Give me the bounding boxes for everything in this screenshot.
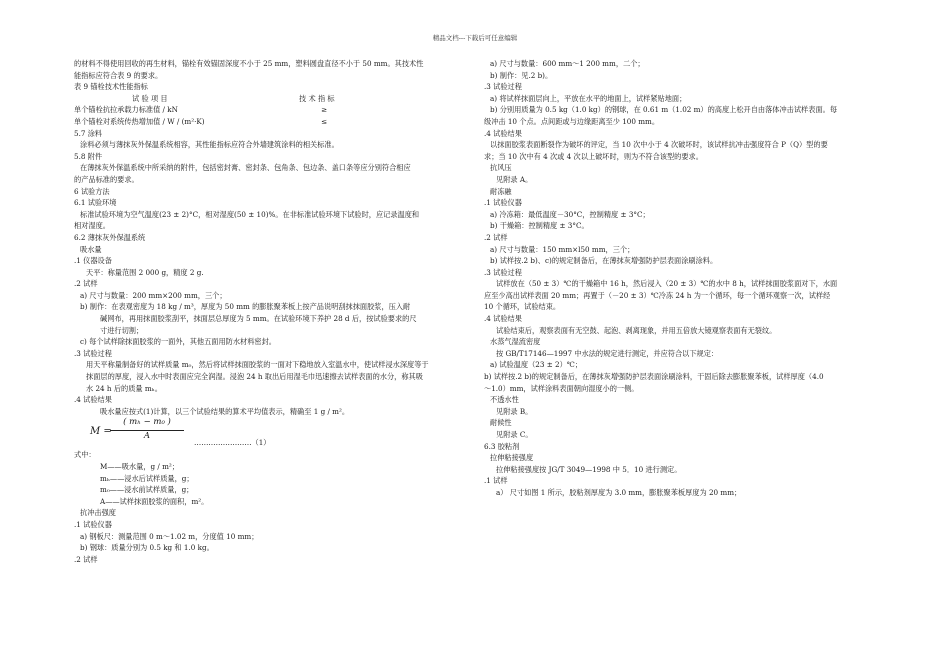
text-line: 能指标应符合表 9 的要求。 [74, 70, 163, 80]
text-line: a) 钢板尺：测量范围 0 m～1.02 m，分度值 10 mm； [80, 531, 259, 541]
text-line: 以抹面胶浆表面断裂作为破坏的评定，当 10 次中小于 4 次破坏时，该试样抗冲击强度符合 P（Q）型的要 [490, 140, 828, 150]
text-line: 相对湿度。 [74, 221, 110, 231]
text-line: 见附录 C。 [496, 430, 533, 439]
text-line: 6 试验方法 [74, 186, 110, 196]
text-line: 10 个循环，试验结束。 [484, 302, 561, 312]
text-line: 式中： [74, 450, 96, 460]
text-line: 抗冲击强度 [80, 508, 116, 518]
text-line: 用天平称量制备好的试样质量 m₀，然后将试样抹面胶浆的一面对下稳地放入室温水中，使试样浸水深度等于 [86, 360, 429, 370]
right-column [484, 58, 884, 499]
text-line: 寸进行切割； [100, 325, 144, 335]
text-line: m₀——浸水前试样质量，g； [100, 485, 194, 495]
text-line: 涂料必须与薄抹灰外保温系统相容，其性能指标应符合外墙建筑涂料的相关标准。 [80, 140, 339, 150]
text-line: b) 制作：见.2 b)。 [490, 70, 553, 80]
text-line: b) 试样按.2 b)、c)的规定制备后，在薄抹灰增强防护层表面涂刷涂料。 [490, 256, 718, 266]
text-line: 6.3 胶粘剂 [484, 441, 520, 451]
text-line: .1 试验仪器 [484, 198, 522, 208]
text-line: .2 试样 [484, 232, 508, 242]
text-line: 耐候性 [490, 418, 512, 428]
text-line: 不透水性 [490, 395, 519, 405]
table-cell: 单个锚栓抗拉承载力标准值 / kN [74, 105, 178, 115]
text-line: 6.2 薄抹灰外保温系统 [74, 232, 146, 242]
text-line: 拉伸粘接强度 [490, 453, 534, 463]
text-line: A——试样抹面胶浆的面积，m²。 [100, 496, 209, 506]
text-line: a) 试验温度（23 ± 2）℃； [490, 360, 583, 370]
text-line: 吸水量应按式(1)计算，以三个试验结果的算术平均值表示，精确至 1 g / m²。 [100, 406, 350, 416]
text-line: M——吸水量，g / m²； [100, 462, 179, 471]
text-line: c) 每个试样除抹面胶浆的一面外，其他五面用防水材料密封。 [80, 337, 276, 347]
formula-lhs: M = [90, 426, 112, 438]
text-line: .3 试验过程 [484, 267, 522, 277]
table-row [74, 104, 474, 116]
text-line: a) 尺寸与数量：200 mm×200 mm，三个； [80, 290, 227, 300]
table-cell: ≥ [321, 105, 328, 115]
text-line: .1 试样 [484, 476, 508, 486]
text-line: 见附录 B。 [496, 406, 533, 416]
text-line: a） 尺寸如图 1 所示，胶粘剂厚度为 3.0 mm，膨胀聚苯板厚度为 20 mm； [496, 487, 742, 497]
text-line: 见附录 A。 [496, 174, 533, 184]
text-line: 水蒸气湿流密度 [490, 337, 541, 347]
formula-numerator: ( mₕ − m₀ ) [110, 417, 184, 431]
table-header-row [74, 93, 474, 105]
text-line: 的产品标准的要求。 [74, 174, 139, 184]
text-line: 碱网布，再用抹面胶浆刮平，抹面层总厚度为 5 mm。在试验环境下养护 28 d 后，按试验要求的尺 [100, 314, 417, 324]
table-cell: 单个锚栓对系统传热增加值 / W / (m²·K) [74, 116, 205, 126]
formula-denominator: A [143, 431, 151, 441]
text-line: 试验结束后，观察表面有无空鼓、起泡、剥离现象，并用五倍放大镜观察表面有无裂纹。 [496, 325, 777, 335]
text-line: .2 试样 [74, 279, 98, 289]
text-line: 拉伸粘接强度按 JG/T 3049—1998 中 5．10 进行测定。 [496, 464, 682, 474]
text-line: b) 分别用质量为 0.5 kg（1.0 kg）的钢球，在 0.61 m（1.02 m）的高度上松开自由落体冲击试样表面。每 [490, 105, 838, 115]
text-line: 级冲击 10 个点。点间距或与边缘距离至少 100 mm。 [484, 116, 660, 126]
text-line: 水 24 h 后的质量 mₕ。 [86, 383, 162, 393]
text-line: 抹面层的厚度，浸入水中时表面应完全润湿。浸泡 24 h 取出后用湿毛巾迅速擦去试样表面的水分，称其吸 [86, 372, 423, 382]
text-line: 表 9 锚栓技术性能指标 [74, 82, 148, 92]
text-line: 抗风压 [490, 163, 512, 173]
text-line: 耐冻融 [490, 186, 512, 196]
text-line: 应至少高出试样表面 20 mm；再置于（－20 ± 3）℃冷冻 24 h 为一个循环，每一个循环观察一次，试样经 [484, 290, 831, 300]
text-line: 天平：称量范围 2 000 g，精度 2 g. [86, 267, 204, 277]
table-cell: 试 验 项 目 [132, 93, 168, 103]
text-line: 6.1 试验环境 [74, 198, 117, 208]
text-line: 5.8 附件 [74, 151, 103, 161]
text-line: b) 试样按.2 b)的规定制备后，在薄抹灰增强防护层表面涂刷涂料，干固后除去膨胀聚苯板，试样厚度（4.0 [484, 372, 824, 382]
formula-number: ……………………（1） [194, 438, 271, 448]
text-line: .4 试验结果 [484, 314, 522, 324]
text-line: a) 尺寸与数量：150 mm×l50 mm，三个； [490, 244, 635, 254]
text-line: .3 试验过程 [484, 82, 522, 92]
table-cell: 技 术 指 标 [299, 93, 335, 103]
text-line: a) 冷冻箱：最低温度－30°C，控制精度 ± 3°C； [490, 209, 650, 219]
table-row [74, 116, 474, 128]
text-line: 标准试验环境为空气温度(23 ± 2)°C，相对湿度(50 ± 10)%。在非标准试验环境下试验时，应记录温度和 [80, 209, 420, 219]
text-line: .1 仪器设备 [74, 256, 112, 266]
text-line: 的材料不得使用回收的再生材料，锚栓有效锚固深度不小于 25 mm，塑料圆盘直径不小于 50 mm。其技术性 [74, 59, 424, 68]
text-line: a) 将试样抹面层向上，平放在水平的地面上，试样紧贴地面； [490, 93, 687, 103]
formula-fraction [110, 417, 184, 442]
text-line: .1 试验仪器 [74, 519, 112, 529]
text-line: 求；当 10 次中有 4 次或 4 次以上破坏时，则为不符合该型的要求。 [484, 151, 703, 161]
text-line: 按 GB/T17146—1997 中水法的规定进行测定，并应符合以下规定： [496, 348, 719, 358]
text-line: .2 试样 [74, 554, 98, 564]
text-line: .4 试验结果 [74, 395, 112, 405]
table-cell: ≤ [321, 116, 328, 126]
text-line: a) 尺寸与数量：600 mm～1 200 mm，二个； [490, 59, 645, 68]
text-line: b) 钢球：质量分别为 0.5 kg 和 1.0 kg。 [80, 543, 214, 553]
text-line: .4 试验结果 [484, 128, 522, 138]
formula-water-absorption [74, 417, 474, 449]
text-line: ～1.0）mm，试样涂料表面朝向湿度小的一侧。 [484, 383, 639, 393]
text-line: b) 制作：在表观密度为 18 kg / m³，厚度为 50 mm 的膨胀聚苯板上按产品说明刮抹抹面胶浆，压入耐 [80, 302, 411, 312]
text-line: .3 试验过程 [74, 348, 112, 358]
left-column [74, 58, 474, 565]
text-line: 在薄抹灰外保温系统中所采纳的附件，包括密封膏、密封条、包角条、包边条、盖口条等应分别符合相应 [80, 163, 411, 173]
page-header: 精品文档---下载后可任意编辑 [432, 34, 518, 42]
text-line: mₕ——浸水后试样质量，g； [100, 473, 194, 483]
text-line: 吸水量 [80, 244, 102, 254]
text-line: 试样放在（50 ± 3）℃的干燥箱中 16 h，然后浸入（20 ± 3）℃的水中 8 h，试样抹面胶浆面对下，水面 [496, 279, 838, 289]
text-line: b) 干燥箱：控制精度 ± 3°C。 [490, 221, 589, 231]
text-line: 5.7 涂料 [74, 128, 103, 138]
